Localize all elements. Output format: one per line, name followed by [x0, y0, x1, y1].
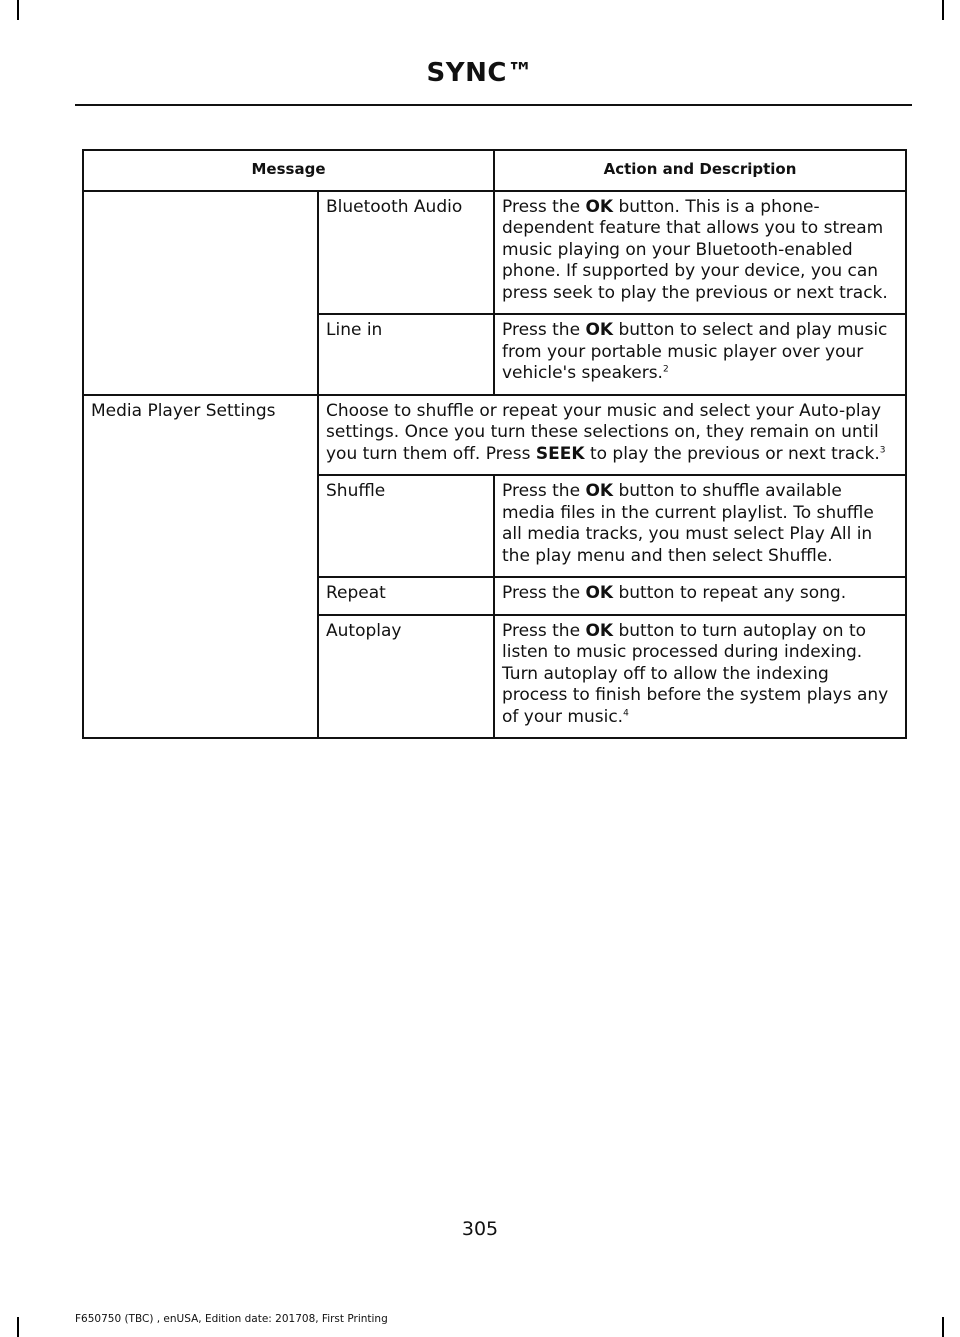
description-text: button to turn autoplay on to listen to music processed during indexing. Turn autoplay off to allow the indexing process to finish before the system plays any of your music. — [502, 620, 889, 727]
ok-keyword: OK — [585, 196, 614, 217]
description-cell — [318, 395, 906, 476]
crop-mark-top-right — [942, 0, 944, 20]
table-row — [83, 475, 906, 577]
row-label-repeat: Repeat — [326, 583, 386, 603]
description-text: button to select and play music from your portable music player over your vehicle's speakers. — [502, 320, 888, 383]
ok-keyword: OK — [585, 583, 614, 603]
empty-message-cell — [83, 577, 318, 615]
message-cell — [318, 475, 494, 577]
table-row — [83, 191, 906, 315]
footnote-ref: 2 — [662, 364, 669, 375]
sync-media-table — [82, 149, 907, 739]
message-cell — [318, 577, 494, 615]
description-cell — [494, 314, 906, 395]
table-header-row — [83, 150, 906, 191]
crop-mark-top-left — [17, 0, 19, 20]
description-text: button to shuffle available media files in the current playlist. To shuffle all media tracks, you must select Play All in the play menu and then select Shuffle. — [502, 481, 874, 566]
header-divider — [75, 104, 912, 106]
message-cell — [318, 191, 494, 315]
description-cell — [494, 191, 906, 315]
description-text: Choose to shuffle or repeat your music and select your Auto-play settings. Once you turn these selections on, they remain on until you turn them off. Press — [326, 400, 882, 464]
crop-mark-bottom-right — [942, 1317, 944, 1337]
message-cell — [83, 395, 318, 476]
row-label-media-player-settings: Media Player Settings — [91, 400, 276, 421]
description-text: Press the — [502, 620, 586, 641]
table-row — [83, 577, 906, 615]
description-text: Press the — [502, 196, 586, 217]
footnote-ref: 4 — [623, 707, 629, 718]
footnote-ref: 3 — [879, 444, 886, 455]
message-cell — [318, 314, 494, 395]
column-header-action: Action and Description — [494, 150, 906, 191]
empty-message-cell — [83, 314, 318, 395]
crop-mark-bottom-left — [17, 1317, 19, 1337]
empty-message-cell — [83, 191, 318, 315]
description-text: Press the — [502, 481, 586, 501]
row-label-shuffle: Shuffle — [326, 481, 386, 501]
page-number: 305 — [461, 1218, 499, 1240]
row-label-line-in: Line in — [326, 320, 383, 340]
ok-keyword: OK — [585, 481, 614, 501]
page-header-title: SYNC™ — [426, 58, 534, 88]
empty-message-cell — [83, 615, 318, 739]
row-label-autoplay: Autoplay — [326, 620, 402, 641]
description-cell — [494, 577, 906, 615]
description-cell — [494, 615, 906, 739]
description-text: button. This is a phone-dependent feature that allows you to stream music playing on your Bluetooth-enabled phone. If supported by your device, you can press seek to play the previous or next track. — [502, 196, 888, 303]
message-cell — [318, 615, 494, 739]
edition-footer: F650750 (TBC) , enUSA, Edition date: 201708, First Printing — [75, 1313, 388, 1325]
description-text: button to repeat any song. — [613, 583, 847, 603]
description-cell — [494, 475, 906, 577]
description-text: Press the — [502, 583, 586, 603]
column-header-message: Message — [83, 150, 494, 191]
description-text: Press the — [502, 320, 586, 340]
table-row — [83, 314, 906, 395]
ok-keyword: OK — [585, 320, 614, 340]
table-row — [83, 615, 906, 739]
description-text: to play the previous or next track. — [584, 443, 880, 464]
row-label-bluetooth-audio: Bluetooth Audio — [326, 196, 463, 217]
empty-message-cell — [83, 475, 318, 577]
seek-keyword: SEEK — [535, 443, 585, 464]
ok-keyword: OK — [585, 620, 614, 641]
table-row — [83, 395, 906, 476]
